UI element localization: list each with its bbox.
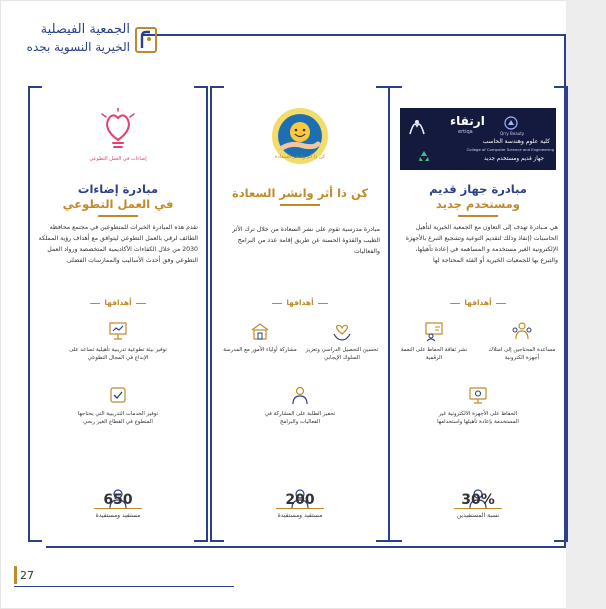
college-short: Qrry Beauty	[500, 131, 525, 136]
volunteer-service-icon	[107, 384, 129, 406]
goals-heading: أهدافها	[28, 298, 208, 307]
stat-value: 30%	[461, 492, 495, 508]
stat-value: 200	[285, 492, 315, 508]
college-logo-icon	[504, 116, 518, 130]
goal-text: تحسين التحصيل الدراسي وتعزيز السلوك الإيجابي	[305, 347, 379, 361]
hero-caption: إضاءات في العمل التطوعي	[89, 156, 147, 162]
stat-label: مستفيد ومستفيدة	[95, 512, 141, 519]
ertiqa-hands-icon	[406, 116, 428, 138]
logo-mark-icon	[134, 24, 158, 54]
title-line-1: مبادرة جهاز قديم	[429, 182, 527, 196]
title-line-1: مبادرة إضاءات	[77, 182, 159, 196]
initiative-column-volunteering	[28, 86, 208, 542]
stat-divider	[454, 508, 502, 509]
hero-ertiqa-banner	[400, 108, 556, 170]
organization-logo	[20, 18, 160, 64]
recycle-icon	[418, 150, 430, 162]
stat-value: 650	[103, 492, 133, 508]
initiative-description: مبادرة مدرسية تقوم على نشر السعادة من خلال ترك الأثر الطيب والقدوة الحسنة عن طريق إقامة عدد من البرامج والفعاليات	[232, 226, 380, 255]
goal-item	[260, 384, 340, 426]
heart-hands-icon	[331, 320, 353, 342]
stat-divider	[276, 508, 324, 509]
title-underline	[280, 204, 320, 206]
hero-caption: كن ذا أثر وانشر السعادة	[274, 154, 326, 160]
goal-text: نشر ثقافة الحفاظ على النعمة الرقمية	[400, 347, 468, 361]
ertiqa-brand-latin: ertiqa	[458, 129, 473, 135]
stat-label: نسبة المستفيدين	[456, 512, 500, 519]
hero-happiness-image	[222, 108, 378, 170]
title-line-2: ومستخدم جديد	[436, 197, 520, 211]
goal-item	[482, 320, 562, 362]
stat-label: مستفيد ومستفيدة	[277, 512, 323, 519]
smiling-hand-icon	[222, 108, 378, 170]
column-bracket-right	[554, 86, 568, 542]
title-line-2: في العمل التطوعي	[62, 197, 174, 211]
title-underline	[458, 215, 498, 217]
goal-item	[394, 320, 474, 362]
page-number: 27	[20, 569, 34, 582]
column-bracket-right	[376, 86, 390, 542]
teacher-board-icon	[423, 320, 445, 342]
initiative-column-old-device	[388, 86, 568, 542]
title-underline	[98, 215, 138, 217]
initiative-title	[396, 182, 560, 212]
initiative-column-happiness	[210, 86, 390, 542]
goal-item	[220, 320, 300, 354]
lightbulb-heart-icon	[98, 108, 138, 152]
initiative-description: تقدم هذه المبادرة الخبرات للمتطوعين في مجتمع محافظة الطائف لرقي بالعمل التطوعي ليتوافق مع أهداف رؤية المملكة 2030 من خلال الكفاءات الأكاديمية المتخصصة ورواد العمل التطوعي وفق أحدث الأساليب والممارسات الفضلى	[38, 224, 198, 264]
goal-item	[68, 384, 168, 426]
hero-tagline: جهاز قديم ومستخدم جديد	[484, 156, 544, 162]
column-bracket-right	[194, 86, 208, 542]
goal-text: تحفيز الطلبة على المشاركة في الفعاليات والبرامج	[264, 411, 336, 425]
school-building-icon	[249, 320, 271, 342]
logo-line-1: الجمعية الفيصلية	[40, 22, 130, 37]
initiative-title	[36, 182, 200, 212]
initiative-title	[218, 186, 382, 201]
college-name-ar: كلية علوم وهندسة الحاسب	[482, 138, 550, 145]
footer-line	[14, 586, 234, 587]
people-help-icon	[511, 320, 533, 342]
goal-text: مساعدة المحتاجين إلى امتلاك أجهزة الكترونية	[488, 347, 556, 361]
logo-line-2: الخيرية النسوية بجده	[26, 40, 130, 54]
frame-top-line	[142, 34, 566, 36]
initiative-description: هي مـبادرة تهدف إلى التعاون مع الجمعية الخيرية لتأهيل الحاسبات (إنقاذ وذلك لتقديم التوعية وتشجيع التبرع بالأجهزة الإلكترونية الغير مستخدمة و المساهمة في إعادة تأهيلها، والتبرع بها للجمعيات الخيرية أو الفئة المحتاجة لها	[405, 224, 558, 264]
ertiqa-brand: ارتقاء	[450, 114, 485, 128]
page-edge	[566, 0, 606, 609]
title-line-1: كن ذا أثر وانشر السعادة	[231, 186, 369, 200]
student-icon	[289, 384, 311, 406]
goal-item	[428, 384, 528, 426]
goals-heading: أهدافها	[388, 298, 568, 307]
frame-bottom-line	[46, 546, 566, 548]
stat-divider	[94, 508, 142, 509]
college-name-en: College of Computer Science and Engineering	[466, 147, 554, 152]
goal-text: مشاركة أولياء الأمور مع المدرسة	[223, 347, 297, 353]
device-settings-icon	[467, 384, 489, 406]
goal-text: الحفاظ على الأجهزة الالكترونية غير المستخدمة بإعادة تأهيلها واستخدامها	[437, 411, 519, 425]
goal-item	[302, 320, 382, 362]
goal-item	[68, 320, 168, 362]
training-presentation-icon	[107, 320, 129, 342]
hero-volunteering-logo	[40, 108, 196, 170]
goal-text: توفير الخدمات التدريبية التي يحتاجها المتطوع في القطاع الغير ربحي	[77, 411, 159, 425]
goal-text: توفير بيئة تطوعية تدريبية تأهيلية تساعد على الإبداع في المجال التطوعي	[69, 347, 167, 361]
goals-heading: أهدافها	[210, 298, 390, 307]
